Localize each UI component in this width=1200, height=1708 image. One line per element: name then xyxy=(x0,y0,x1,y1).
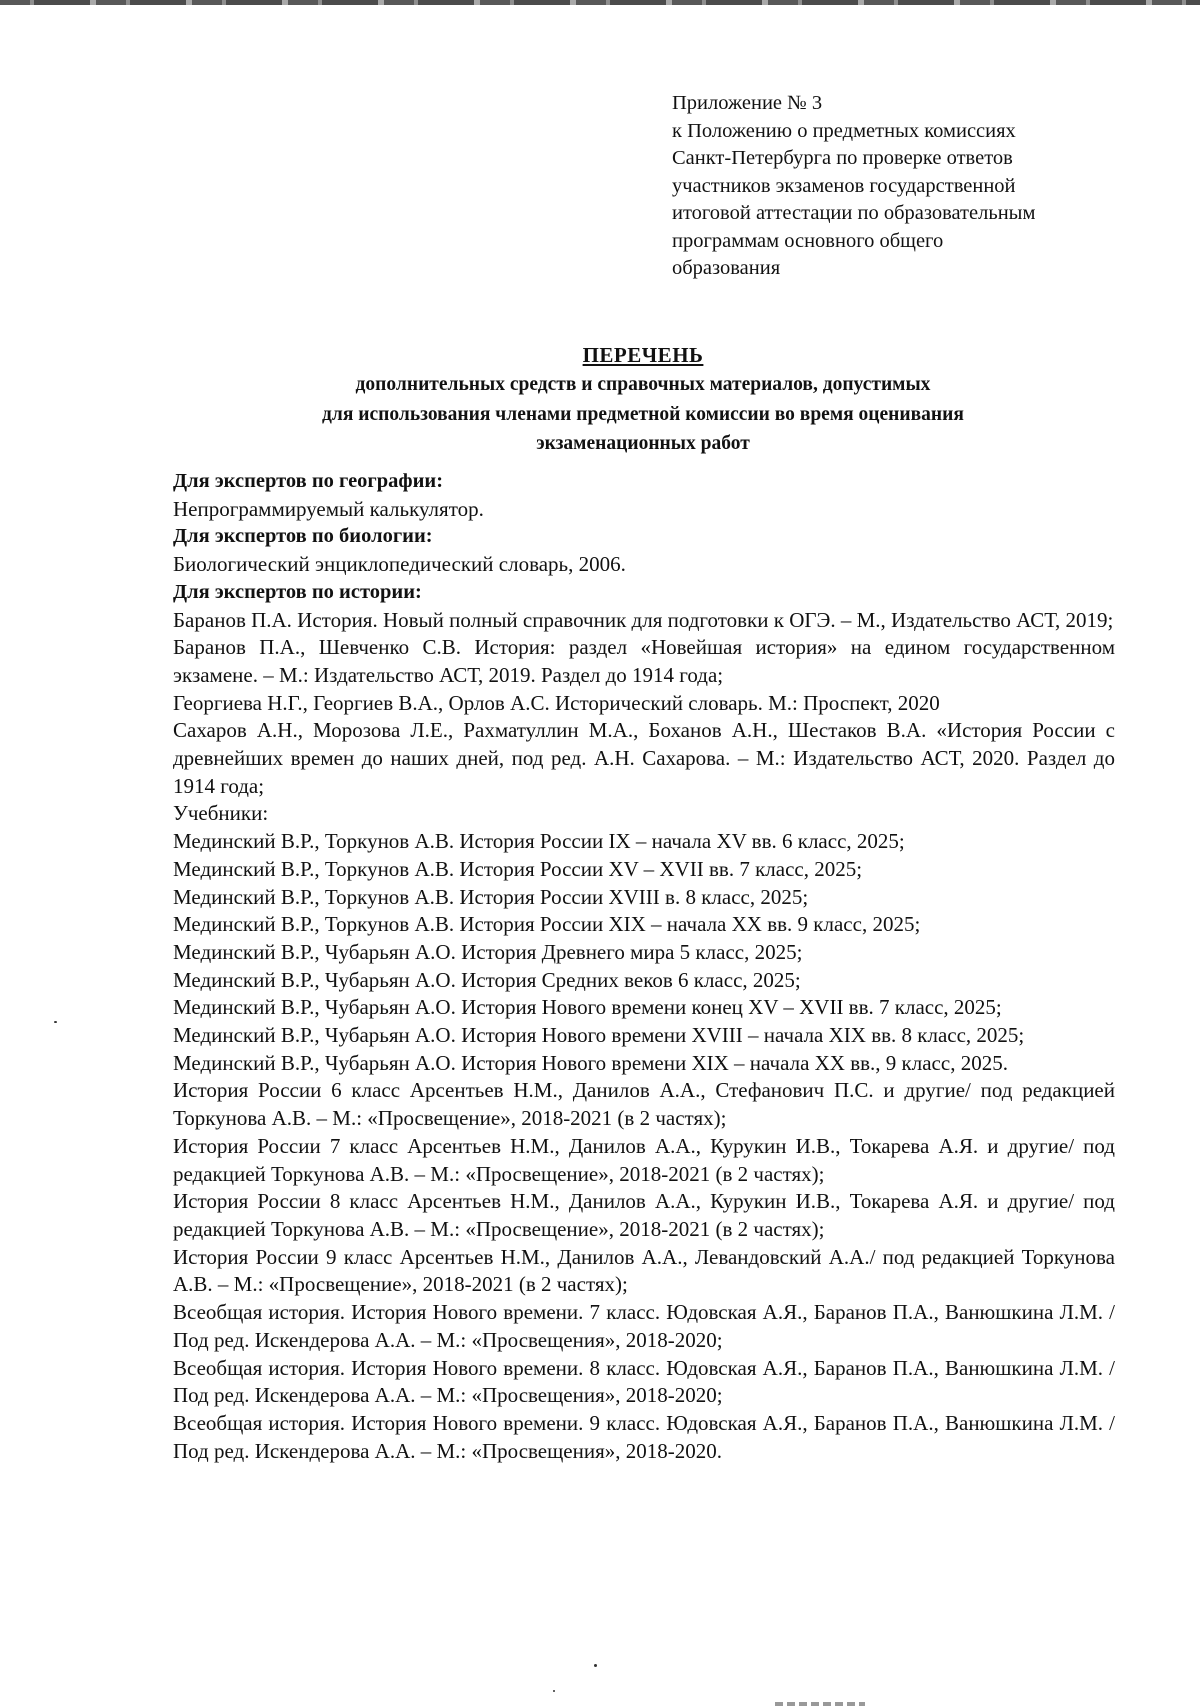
textbook-item: История России 8 класс Арсентьев Н.М., Данилов А.А., Курукин И.В., Токарева А.Я. и другие/ под редакцией Торкунова А.В. – М.: «Просвещение», 2018-2021 (в 2 частях); xyxy=(173,1189,1115,1241)
scan-speck xyxy=(553,1690,555,1692)
textbook-item: Мединский В.Р., Чубарьян А.О. История Средних веков 6 класс, 2025; xyxy=(173,967,801,992)
textbook-item: Мединский В.Р., Торкунов А.В. История России XVIII в. 8 класс, 2025; xyxy=(173,884,809,909)
textbook-item: Мединский В.Р., Чубарьян А.О. История Нового времени конец XV – XVII вв. 7 класс, 2025; xyxy=(173,995,1002,1020)
history-reference-item: Баранов П.А., Шевченко С.В. История: раздел «Новейшая история» на едином государственном экзамене. – М.: Издательство АСТ, 2019. Раздел до 1914 года; xyxy=(173,635,1115,687)
geography-item: Непрограммируемый калькулятор. xyxy=(173,496,484,521)
scan-speck xyxy=(594,1664,597,1667)
appendix-line: к Положению о предметных комиссиях xyxy=(672,119,1016,142)
appendix-line: Приложение № 3 xyxy=(672,92,823,114)
textbook-item: Мединский В.Р., Чубарьян А.О. История Нового времени XIX – начала XX вв., 9 класс, 2025. xyxy=(173,1050,1008,1075)
appendix-line: участников экзаменов государственной xyxy=(672,174,1016,197)
textbooks-label: Учебники: xyxy=(173,801,269,826)
geography-heading: Для экспертов по географии: xyxy=(173,470,444,492)
title-main: ПЕРЕЧЕНЬ xyxy=(582,343,704,367)
appendix-line: Санкт-Петербурга по проверке ответов xyxy=(672,147,1013,169)
textbook-item: История России 6 класс Арсентьев Н.М., Данилов А.А., Стефанович П.С. и другие/ под редакцией Торкунова А.В. – М.: «Просвещение», 2018-2021 (в 2 частях); xyxy=(173,1078,1115,1131)
title-subtitle-line: экзаменационных работ xyxy=(536,433,750,454)
biology-heading: Для экспертов по биологии: xyxy=(173,525,433,548)
history-reference-item: Георгиева Н.Г., Георгиев В.А., Орлов А.С. Исторический словарь. М.: Проспект, 2020 xyxy=(173,690,940,715)
textbook-item: Всеобщая история. История Нового времени. 9 класс. Юдовская А.Я., Баранов П.А., Ванюшкина Л.М. / Под ред. Искендерова А.А. – М.: «Просвещения», 2018-2020. xyxy=(173,1410,1115,1463)
textbook-item: Мединский В.Р., Чубарьян А.О. История Нового времени XVIII – начала XIX вв. 8 класс, 2025; xyxy=(173,1023,1025,1048)
textbook-item: Всеобщая история. История Нового времени. 8 класс. Юдовская А.Я., Баранов П.А., Ванюшкина Л.М. / Под ред. Искендерова А.А. – М.: «Просвещения», 2018-2020; xyxy=(173,1355,1115,1408)
textbook-item: Мединский В.Р., Торкунов А.В. История России XV – XVII вв. 7 класс, 2025; xyxy=(173,856,863,881)
scan-bottom-mark xyxy=(775,1702,865,1706)
textbook-item: Мединский В.Р., Торкунов А.В. История России IX – начала XV вв. 6 класс, 2025; xyxy=(173,829,905,854)
document-title xyxy=(170,340,1116,459)
appendix-line: образования xyxy=(672,257,781,279)
history-reference-item: Баранов П.А. История. Новый полный справочник для подготовки к ОГЭ. – М., Издательство АСТ, 2019; xyxy=(173,607,1114,632)
appendix-line: итоговой аттестации по образовательным xyxy=(672,202,1036,224)
textbook-item: История России 9 класс Арсентьев Н.М., Данилов А.А., Левандовский А.А./ под редакцией Торкунова А.В. – М.: «Просвещение», 2018-2021 (в 2 частях); xyxy=(173,1244,1115,1297)
scan-speck xyxy=(54,1021,57,1023)
textbook-item: Всеобщая история. История Нового времени. 7 класс. Юдовская А.Я., Баранов П.А., Ванюшкина Л.М. / Под ред. Искендерова А.А. – М.: «Просвещения», 2018-2020; xyxy=(173,1300,1115,1352)
document-body xyxy=(173,468,1115,1465)
appendix-line: программам основного общего xyxy=(672,229,944,252)
title-subtitle-line: дополнительных средств и справочных материалов, допустимых xyxy=(355,374,931,395)
appendix-note xyxy=(672,90,1112,283)
history-reference-item: Сахаров А.Н., Морозова Л.Е., Рахматуллин М.А., Боханов А.Н., Шестаков В.А. «История России с древнейших времен до наших дней, под ред. А.Н. Сахарова. – М.: Издательство АСТ, 2020. Раздел до 1914 года; xyxy=(173,718,1115,798)
title-subtitle-line: для использования членами предметной комиссии во время оценивания xyxy=(322,403,964,425)
textbook-item: История России 7 класс Арсентьев Н.М., Данилов А.А., Курукин И.В., Токарева А.Я. и другие/ под редакцией Торкунова А.В. – М.: «Просвещение», 2018-2021 (в 2 частях); xyxy=(173,1133,1115,1186)
textbook-item: Мединский В.Р., Торкунов А.В. История России XIX – начала XX вв. 9 класс, 2025; xyxy=(173,912,921,937)
history-heading: Для экспертов по истории: xyxy=(173,580,422,603)
scan-top-edge xyxy=(0,0,1200,5)
biology-item: Биологический энциклопедический словарь, 2006. xyxy=(173,552,626,577)
textbook-item: Мединский В.Р., Чубарьян А.О. История Древнего мира 5 класс, 2025; xyxy=(173,939,803,964)
